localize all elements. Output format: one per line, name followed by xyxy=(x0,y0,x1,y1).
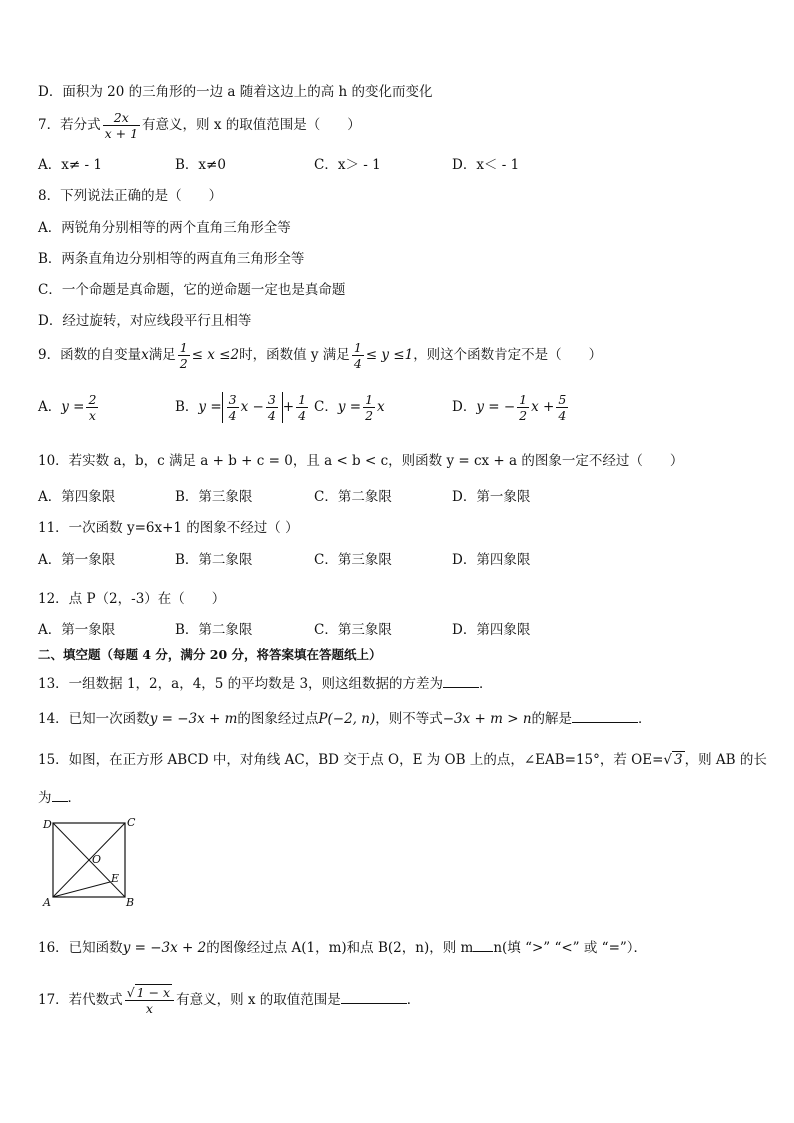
q15-sqrt-value: 3 xyxy=(674,752,683,768)
q9-option-b-c-den: 4 xyxy=(298,408,307,423)
q17-denominator: x xyxy=(145,1001,153,1016)
q8-option-c: C．一个命题是真命题，它的逆命题一定也是真命题 xyxy=(38,282,346,298)
q10-option-c: C．第二象限 xyxy=(314,489,392,505)
q9-option-b-abs xyxy=(222,392,283,423)
segment-ae xyxy=(53,882,110,897)
q9-option-a xyxy=(38,392,100,423)
q9-option-b-lhs: y = xyxy=(198,399,222,415)
q15-end: ． xyxy=(67,790,81,806)
q17-post: 有意义，则 x 的取值范围是 xyxy=(176,992,341,1008)
q15-answer-blank[interactable] xyxy=(52,787,68,802)
q9-ineq1: ≤ x ≤2 xyxy=(191,347,240,363)
q11-stem: 11．一次函数 y=6x+1 的图象不经过（ ） xyxy=(38,520,299,536)
q13-stem xyxy=(38,673,493,693)
q9-option-c-fraction xyxy=(363,392,375,423)
q9-option-d-frac-a xyxy=(517,392,529,423)
q10-stem: 10．若实数 a，b，c 满足 a + b + c = 0，且 a < b < c，则函数 y = cx + a 的图象一定不经过（ ） xyxy=(38,453,684,469)
q14-answer-blank[interactable] xyxy=(572,708,638,723)
q9-option-d-b-num: 5 xyxy=(558,392,567,407)
q11-option-b: B．第二象限 xyxy=(175,552,253,568)
q8-option-b: B．两条直角边分别相等的两直角三角形全等 xyxy=(38,251,305,267)
q10-option-b: B．第三象限 xyxy=(175,489,253,505)
q9-option-a-lhs: y = xyxy=(61,399,85,415)
q7-option-a: A．x≠ - 1 xyxy=(38,157,102,173)
q17-sqrt-value: 1 − x xyxy=(136,985,171,1000)
q8-stem: 8．下列说法正确的是（ ） xyxy=(38,188,223,204)
q17-end: ． xyxy=(406,992,421,1008)
q12-option-a: A．第一象限 xyxy=(38,622,116,638)
q9-option-c-x: x xyxy=(377,399,385,415)
q9-option-c-lhs: y = xyxy=(337,399,362,415)
q9-option-d-frac-b xyxy=(556,392,568,423)
q9-mid1: 满足 xyxy=(148,347,176,363)
q17-stem xyxy=(38,985,420,1016)
q9-option-b-plus: + xyxy=(282,399,295,415)
q9-option-b-c-num: 1 xyxy=(298,392,307,407)
q9-option-c-label: C． xyxy=(314,399,338,415)
q9-option-b-a-den: 4 xyxy=(228,408,237,423)
q7-option-d: D．x＜ - 1 xyxy=(452,157,520,173)
q9-option-d-lhs: y = − xyxy=(476,399,516,415)
q9-option-d-x: x + xyxy=(531,399,555,415)
q14-function: y = −3x + m xyxy=(149,711,238,727)
q9-option-a-num: 2 xyxy=(88,392,97,407)
q9-option-d-b-den: 4 xyxy=(558,408,567,423)
q10-option-d: D．第一象限 xyxy=(452,489,531,505)
q9-option-d-a-num: 1 xyxy=(519,392,528,407)
q9-fraction-quarter xyxy=(352,340,364,371)
q13-pre: 13．一组数据 1，2，a，4，5 的平均数是 3，则这组数据的方差为 xyxy=(38,676,444,692)
q15-sqrt: √ 3 xyxy=(663,752,683,768)
q15-text1: 15．如图，在正方形 ABCD 中，对角线 AC，BD 交于点 O，E 为 OB 上的点，∠EAB=15°，若 OE= xyxy=(38,752,664,768)
q11-option-c: C．第三象限 xyxy=(314,552,392,568)
q17-pre: 17．若代数式 xyxy=(38,992,123,1008)
section-fill-blank-heading: 二、填空题（每题 4 分，满分 20 分，将答案填在答题纸上） xyxy=(38,647,382,662)
q9-option-d-a-den: 2 xyxy=(519,408,528,423)
q9-option-b-b-num: 3 xyxy=(267,392,276,407)
q14-point: P(−2, n) xyxy=(318,711,376,727)
q9-option-b-frac-c xyxy=(296,392,308,423)
q9-option-d xyxy=(452,392,570,423)
q9-option-b-label: B． xyxy=(175,399,199,415)
q16-post2: n(填 “>” “<” 或 “=”）． xyxy=(493,940,648,956)
q7-option-b: B．x≠0 xyxy=(175,157,226,173)
label-a: A xyxy=(43,896,51,908)
q7-numerator: 2x xyxy=(103,110,140,126)
q13-answer-blank[interactable] xyxy=(443,673,479,688)
q9-option-b-x: x − xyxy=(240,399,264,415)
label-b: B xyxy=(126,896,135,908)
q9-option-c-den: 2 xyxy=(365,408,374,423)
q6-option-d: D．面积为 20 的三角形的一边 a 随着这边上的高 h 的变化而变化 xyxy=(38,84,433,100)
q17-answer-blank[interactable] xyxy=(341,989,407,1004)
q9-var-x: x xyxy=(141,347,149,363)
q15-square-figure xyxy=(38,812,150,908)
q17-fraction xyxy=(125,985,174,1016)
q14-mid: 的图象经过点 xyxy=(237,711,319,727)
q16-function: y = −3x + 2 xyxy=(122,940,207,956)
q12-stem: 12．点 P（2，-3）在（ ） xyxy=(38,591,226,607)
q14-mid2: ，则不等式 xyxy=(375,711,443,727)
q11-option-d: D．第四象限 xyxy=(452,552,531,568)
q14-post: 的解是 xyxy=(531,711,573,727)
q9-option-c-num: 1 xyxy=(365,392,374,407)
q16-stem xyxy=(38,937,647,957)
q9-mid2: 时，函数值 y 满足 xyxy=(239,347,350,363)
q17-numerator: √ 1 − x xyxy=(125,985,174,1001)
q9-f1-den: 2 xyxy=(179,356,188,371)
label-e: E xyxy=(111,872,120,885)
q7-post: 有意义，则 x 的取值范围是（ ） xyxy=(142,117,361,133)
q8-option-d: D．经过旋转，对应线段平行且相等 xyxy=(38,313,252,329)
q9-pre: 9．函数的自变量 xyxy=(38,347,142,363)
q9-option-a-label: A． xyxy=(38,399,62,415)
q11-option-a: A．第一象限 xyxy=(38,552,116,568)
q7-denominator: x + 1 xyxy=(104,126,139,141)
q9-f2-den: 4 xyxy=(353,356,362,371)
q9-option-d-label: D． xyxy=(452,399,477,415)
q7-stem xyxy=(38,110,361,141)
label-c: C xyxy=(127,816,136,829)
q16-post: 的图像经过点 A(1，m)和点 B(2，n)，则 m xyxy=(206,940,474,956)
q12-option-b: B．第二象限 xyxy=(175,622,253,638)
q9-option-b-a-num: 3 xyxy=(228,392,237,407)
q7-pre: 7．若分式 xyxy=(38,117,101,133)
q9-stem xyxy=(38,340,602,371)
q9-option-b xyxy=(175,392,310,423)
q13-post: ． xyxy=(479,676,493,692)
q16-answer-blank[interactable] xyxy=(473,937,493,952)
q12-option-d: D．第四象限 xyxy=(452,622,531,638)
q15-text3: 为 xyxy=(38,790,52,806)
q14-pre: 14．已知一次函数 xyxy=(38,711,150,727)
q9-option-a-den: x xyxy=(88,408,96,423)
q7-fraction xyxy=(103,110,140,141)
q12-option-c: C．第三象限 xyxy=(314,622,392,638)
q9-option-c xyxy=(314,392,385,423)
q9-option-b-frac-a xyxy=(227,392,239,423)
q16-pre: 16．已知函数 xyxy=(38,940,123,956)
q9-option-a-fraction xyxy=(86,392,98,423)
q8-option-a: A．两锐角分别相等的两个直角三角形全等 xyxy=(38,220,291,236)
q9-fraction-half xyxy=(178,340,190,371)
q7-option-c: C．x＞ - 1 xyxy=(314,157,381,173)
q9-ineq2: ≤ y ≤1 xyxy=(365,347,414,363)
q9-f2-num: 1 xyxy=(353,340,362,355)
q14-end: ． xyxy=(638,711,652,727)
label-o: O xyxy=(92,853,102,866)
q9-option-b-b-den: 4 xyxy=(267,408,276,423)
q9-post: ，则这个函数肯定不是（ ） xyxy=(413,347,603,363)
q15-text2: ，则 AB 的长 xyxy=(684,752,767,768)
q15-stem-cont xyxy=(38,787,81,807)
q10-option-a: A．第四象限 xyxy=(38,489,116,505)
q9-option-b-frac-b xyxy=(266,392,278,423)
label-d: D xyxy=(43,818,52,831)
q14-inequality: −3x + m > n xyxy=(442,711,532,727)
q14-stem xyxy=(38,708,652,728)
q15-stem xyxy=(38,751,767,769)
q9-f1-num: 1 xyxy=(179,340,188,355)
